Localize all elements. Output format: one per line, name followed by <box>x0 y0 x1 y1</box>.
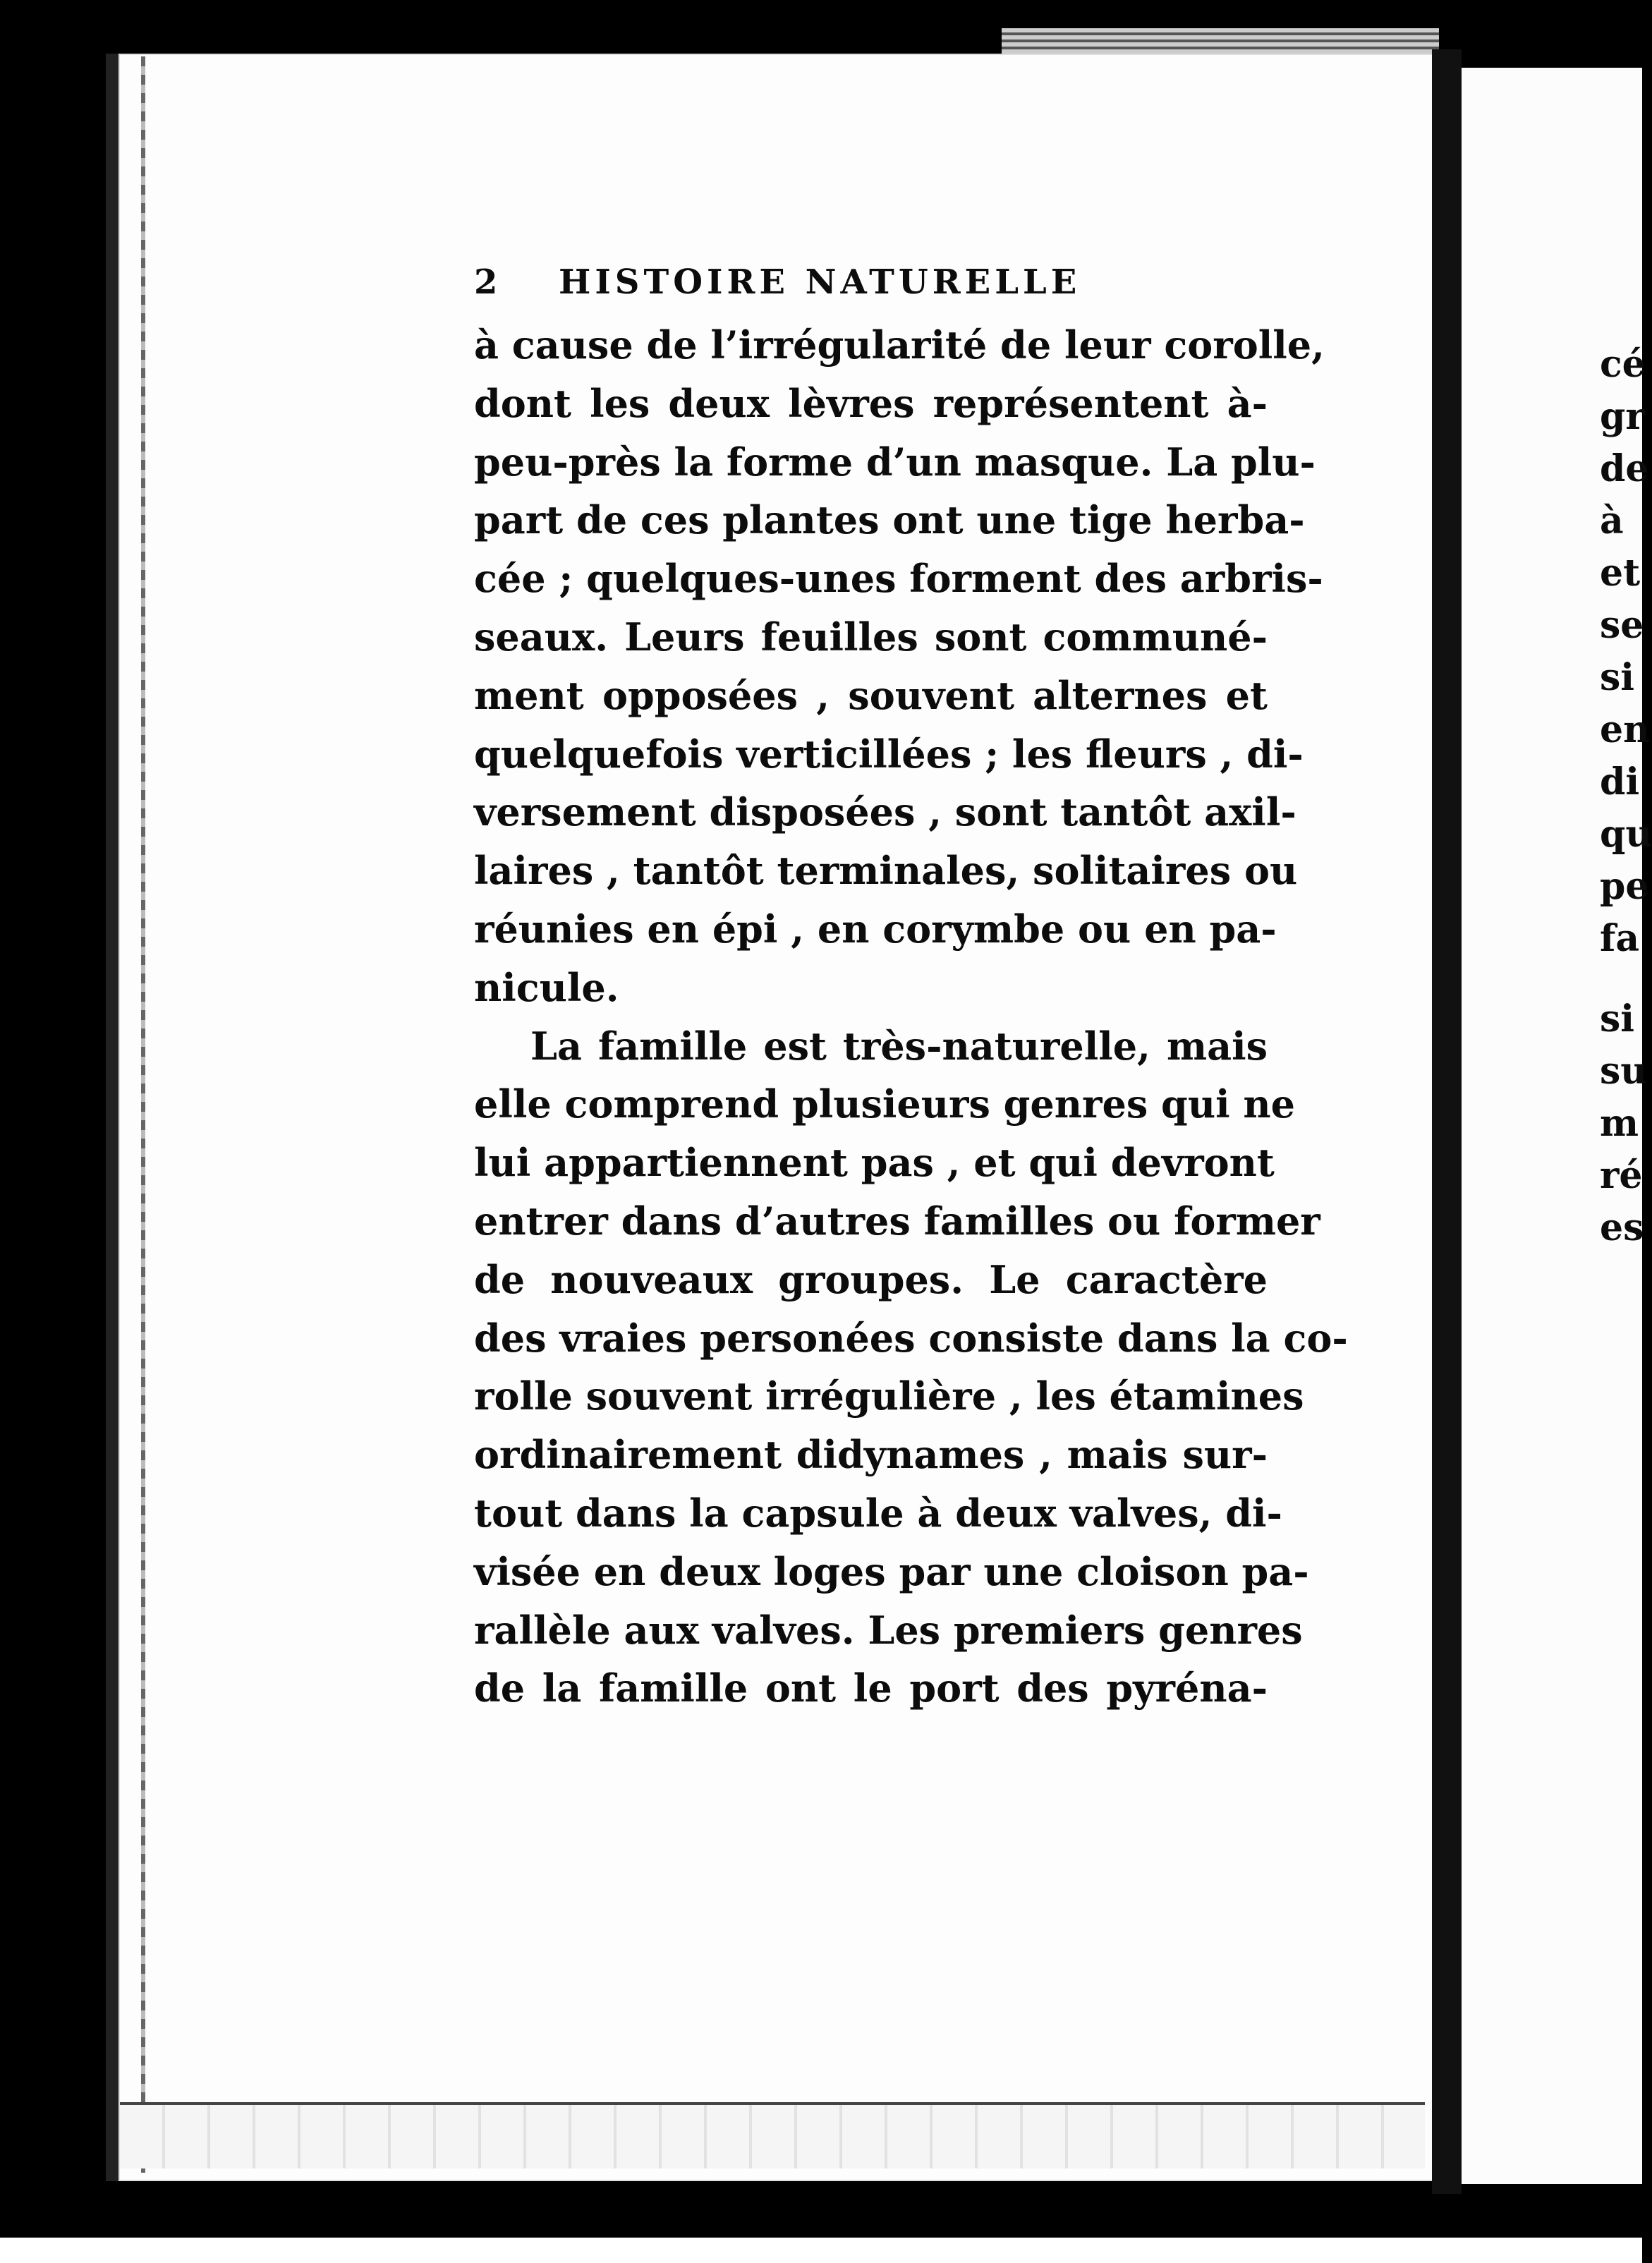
left-page-text <box>474 262 1348 1718</box>
text-fragment: et <box>1600 552 1641 595</box>
text-fragment: si <box>1600 997 1635 1041</box>
text-fragment: fa <box>1600 917 1640 960</box>
text-fragment: ré <box>1600 1154 1643 1197</box>
text-line: à cause de l’irrégularité de leur corolle, <box>474 322 1325 368</box>
text-line: de la famille ont le port des pyréna- <box>474 1666 1268 1711</box>
page-edge-stack <box>1002 28 1439 56</box>
text-line: des vraies personées consiste dans la co- <box>474 1315 1348 1361</box>
text-fragment: es <box>1600 1206 1644 1249</box>
text-line: seaux. Leurs feuilles sont communé- <box>474 614 1268 660</box>
text-line: versement disposées , sont tantôt axil- <box>474 789 1296 835</box>
page-number: 2 <box>474 262 502 302</box>
scanner-margin <box>0 2238 1642 2263</box>
text-line: La famille est très-naturelle, mais <box>530 1023 1268 1069</box>
paragraph-1 <box>474 316 1325 1017</box>
text-line: rolle souvent irrégulière , les étamines <box>474 1373 1304 1419</box>
text-line: rallèle aux valves. Les premiers genres <box>474 1607 1303 1653</box>
text-fragment: su <box>1600 1050 1648 1093</box>
text-line: tout dans la capsule à deux valves, di- <box>474 1490 1282 1536</box>
text-line: de nouveaux groupes. Le caractère <box>474 1256 1268 1302</box>
text-line: quelquefois verticillées ; les fleurs , di- <box>474 731 1304 777</box>
running-head <box>474 262 1268 312</box>
text-line: lui appartiennent pas , et qui devront <box>474 1140 1275 1186</box>
text-line: réunies en épi , en corymbe ou en pa- <box>474 906 1277 952</box>
text-line: ordinairement didynames , mais sur- <box>474 1432 1268 1478</box>
book-gutter <box>1432 49 1462 2194</box>
text-line: laires , tantôt terminales, solitaires ou <box>474 848 1298 894</box>
right-page-text-fragments <box>1600 339 1652 1254</box>
text-line: ment opposées , souvent alternes et <box>474 672 1268 718</box>
text-line: peu-près la forme d’un masque. La plu- <box>474 439 1316 485</box>
text-fragment: se <box>1600 604 1644 647</box>
text-fragment: m <box>1600 1102 1639 1145</box>
text-fragment: qu <box>1600 813 1652 856</box>
text-line: part de ces plantes ont une tige herba- <box>474 497 1305 543</box>
text-fragment: si <box>1600 656 1635 699</box>
text-fragment: en <box>1600 708 1650 751</box>
text-line: elle comprend plusieurs genres qui ne <box>474 1081 1296 1127</box>
text-line: visée en deux loges par une cloison pa- <box>474 1548 1309 1594</box>
left-page-torn-edge <box>141 56 145 2173</box>
text-fragment: gr <box>1600 395 1645 438</box>
left-page-bottom-edge <box>120 2102 1425 2168</box>
paragraph-2 <box>474 1017 1348 1718</box>
running-title: HISTOIRE NATURELLE <box>559 262 1081 302</box>
text-fragment: à <box>1600 499 1624 542</box>
text-line: dont les deux lèvres représentent à- <box>474 380 1268 426</box>
text-line: entrer dans d’autres familles ou former <box>474 1198 1320 1244</box>
text-line: nicule. <box>474 964 619 1010</box>
text-fragment: de <box>1600 447 1649 490</box>
text-fragment: cé <box>1600 343 1646 386</box>
text-line: cée ; quelques-unes forment des arbris- <box>474 556 1323 602</box>
text-fragment: di <box>1600 760 1640 803</box>
text-fragment: pe <box>1600 865 1649 908</box>
